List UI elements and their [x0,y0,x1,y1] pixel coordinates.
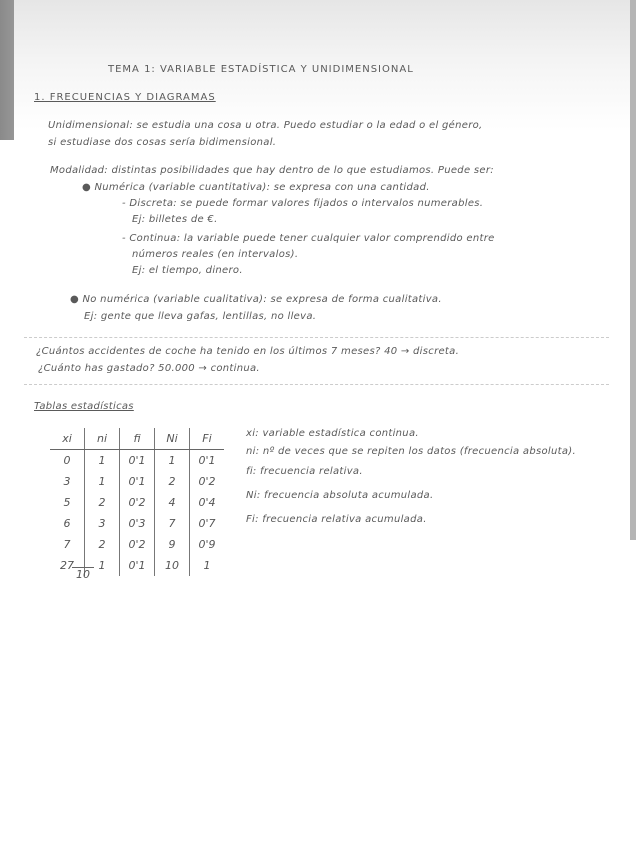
table-row [50,492,224,513]
table-cell: 7 [63,538,71,551]
table-body [50,450,224,577]
table-header-cell: ni [85,428,120,450]
sub-item: números reales (en intervalos). [132,249,299,260]
table-cell: 3 [85,513,120,534]
tables-heading: Tablas estadísticas [34,401,134,412]
table-cell: 2 [155,471,190,492]
sub-item-example: Ej: el tiempo, dinero. [132,265,243,276]
sub-item-example: Ej: billetes de €. [132,214,218,225]
table-cell: 0'2 [120,492,155,513]
table-cell: 6 [63,517,71,530]
section-heading: 1. FRECUENCIAS Y DIAGRAMAS [34,92,216,103]
definition-line: ni: nº de veces que se repiten los datos (frecuencia absoluta). [246,446,576,457]
example-box [24,337,609,385]
table-cell: 0'1 [120,471,155,492]
table-cell: 0'7 [190,513,225,534]
table-cell: 4 [155,492,190,513]
table-cell: 0'1 [190,450,225,472]
table-cell: 0 [63,454,71,467]
table-cell: 7 [155,513,190,534]
definition-line: Fi: frecuencia relativa acumulada. [246,514,427,525]
table-header-cell: fi [120,428,155,450]
table-total: 10 [72,567,94,581]
table-cell: 2 [85,492,120,513]
table-cell: 0'1 [120,555,155,576]
table-cell: 0'3 [120,513,155,534]
question-line: ¿Cuánto has gastado? 50.000 → continua. [38,363,260,374]
table-header-cell: Ni [155,428,190,450]
table-row [50,534,224,555]
table-row [50,471,224,492]
definition-line: Ni: frecuencia absoluta acumulada. [246,490,434,501]
paragraph-line: Unidimensional: se estudia una cosa u otra. Puedo estudiar o la edad o el género, [48,120,483,131]
table-header-row [50,428,224,450]
paragraph-line: Modalidad: distintas posibilidades que hay dentro de lo que estudiamos. Puede ser: [50,165,494,176]
table-cell: 0'4 [190,492,225,513]
table-cell: 10 [155,555,190,576]
bullet-item: ● No numérica (variable cualitativa): se expresa de forma cualitativa. [70,294,442,305]
table-cell: 1 [85,450,120,472]
table-cell: 1 [190,555,225,576]
table-row [50,513,224,534]
paper-edge [630,0,636,540]
table-cell: 1 [85,555,120,576]
sub-item: - Discreta: se puede formar valores fijados o intervalos numerables. [122,198,484,209]
bullet-item: ● Numérica (variable cuantitativa): se expresa con una cantidad. [82,182,430,193]
table-cell: 0'9 [190,534,225,555]
table-cell: 0'2 [120,534,155,555]
table-cell: 1 [85,471,120,492]
table-cell: 27 [60,559,74,572]
frequency-table [50,428,224,576]
table-header-cell: xi [50,428,85,450]
question-line: ¿Cuántos accidentes de coche ha tenido en los últimos 7 meses? 40 → discreta. [36,346,460,357]
table-cell: 2 [85,534,120,555]
table-cell: 0'2 [190,471,225,492]
table-cell: 1 [155,450,190,472]
table-cell: 9 [155,534,190,555]
table-cell: 0'1 [120,450,155,472]
definition-line: fi: frecuencia relativa. [246,466,363,477]
table-row [50,450,224,472]
bullet-example: Ej: gente que lleva gafas, lentillas, no lleva. [84,311,317,322]
table-header-cell: Fi [190,428,225,450]
page-title: TEMA 1: VARIABLE ESTADÍSTICA Y UNIDIMENSIONAL [108,64,414,75]
table-cell: 3 [63,475,71,488]
table-cell: 5 [63,496,71,509]
sub-item: - Continua: la variable puede tener cualquier valor comprendido entre [122,233,495,244]
paragraph-line: si estudiase dos cosas sería bidimensional. [48,137,277,148]
definition-line: xi: variable estadística continua. [246,428,419,439]
